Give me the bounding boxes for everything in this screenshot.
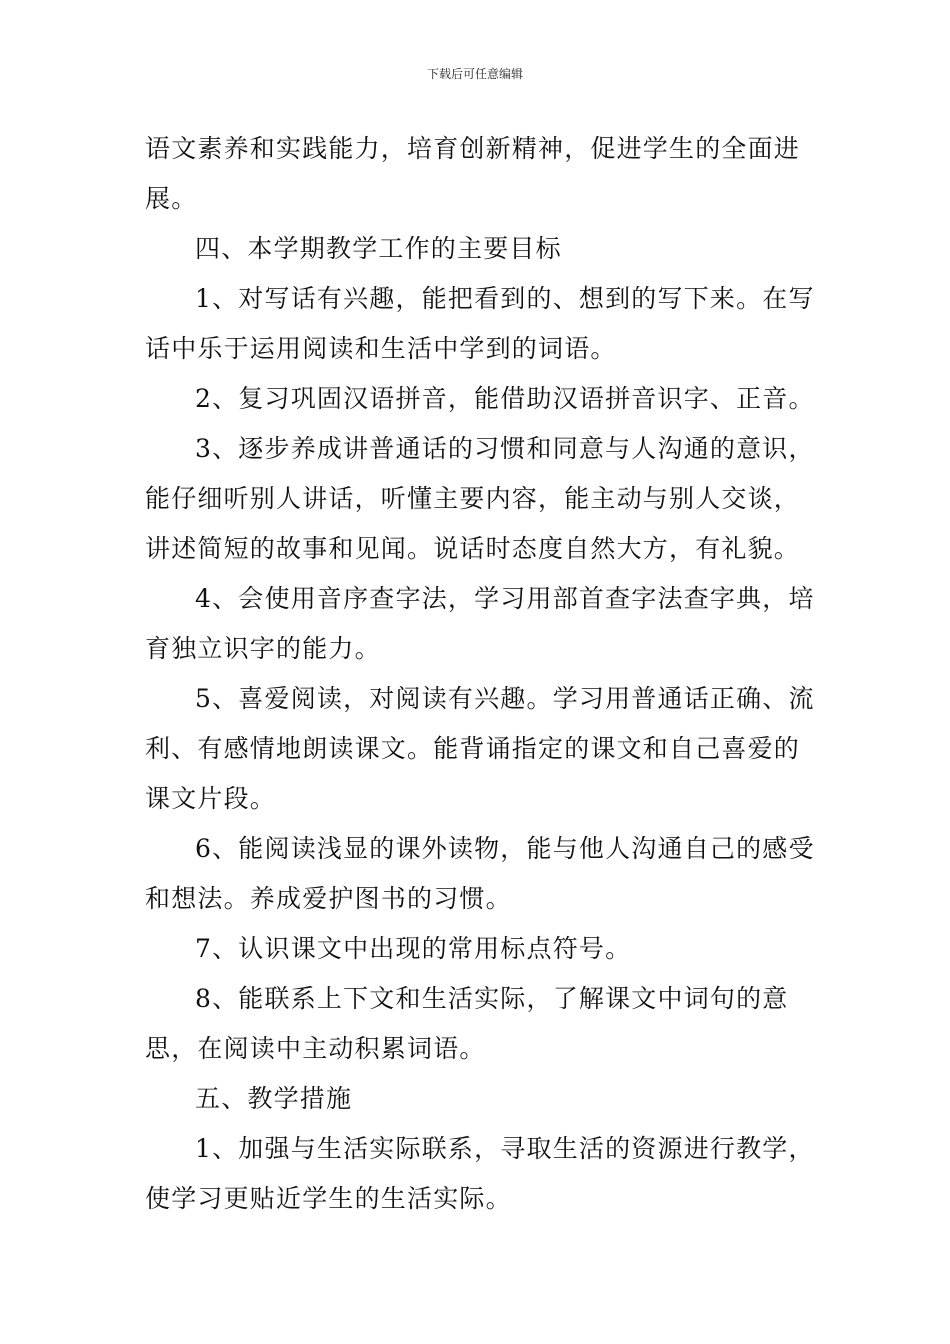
goal-item-7: 7、认识课文中出现的常用标点符号。 bbox=[195, 934, 632, 963]
goal-item-1: 1、对写话有兴趣，能把看到的、想到的写下来。在写话中乐于运用阅读和生活中学到的词语。 bbox=[145, 284, 815, 363]
page-header-note: 下载后可任意编辑 bbox=[426, 67, 523, 81]
goal-item-6: 6、能阅读浅显的课外读物，能与他人沟通自己的感受和想法。养成爱护图书的习惯。 bbox=[145, 834, 815, 913]
goal-item-4: 4、会使用音序查字法，学习用部首查字法查字典，培育独立识字的能力。 bbox=[145, 584, 815, 663]
goal-item-2: 2、复习巩固汉语拼音，能借助汉语拼音识字、正音。 bbox=[195, 384, 815, 413]
goal-item-8: 8、能联系上下文和生活实际，了解课文中词句的意思，在阅读中主动积累词语。 bbox=[145, 984, 789, 1063]
section-heading-measures: 五、教学措施 bbox=[195, 1084, 353, 1113]
paragraph-continuation: 语文素养和实践能力，培育创新精神，促进学生的全面进展。 bbox=[145, 134, 801, 213]
section-heading-goals: 四、本学期教学工作的主要目标 bbox=[195, 234, 562, 263]
measure-item-1: 1、加强与生活实际联系，寻取生活的资源进行教学，使学习更贴近学生的生活实际。 bbox=[145, 1134, 815, 1213]
document-body bbox=[145, 124, 825, 1224]
goal-item-3: 3、逐步养成讲普通话的习惯和同意与人沟通的意识，能仔细听别人讲话，听懂主要内容，能主动与别人交谈，讲述简短的故事和见闻。说话时态度自然大方，有礼貌。 bbox=[145, 434, 815, 563]
goal-item-5: 5、喜爱阅读，对阅读有兴趣。学习用普通话正确、流利、有感情地朗读课文。能背诵指定的课文和自己喜爱的课文片段。 bbox=[145, 684, 815, 813]
